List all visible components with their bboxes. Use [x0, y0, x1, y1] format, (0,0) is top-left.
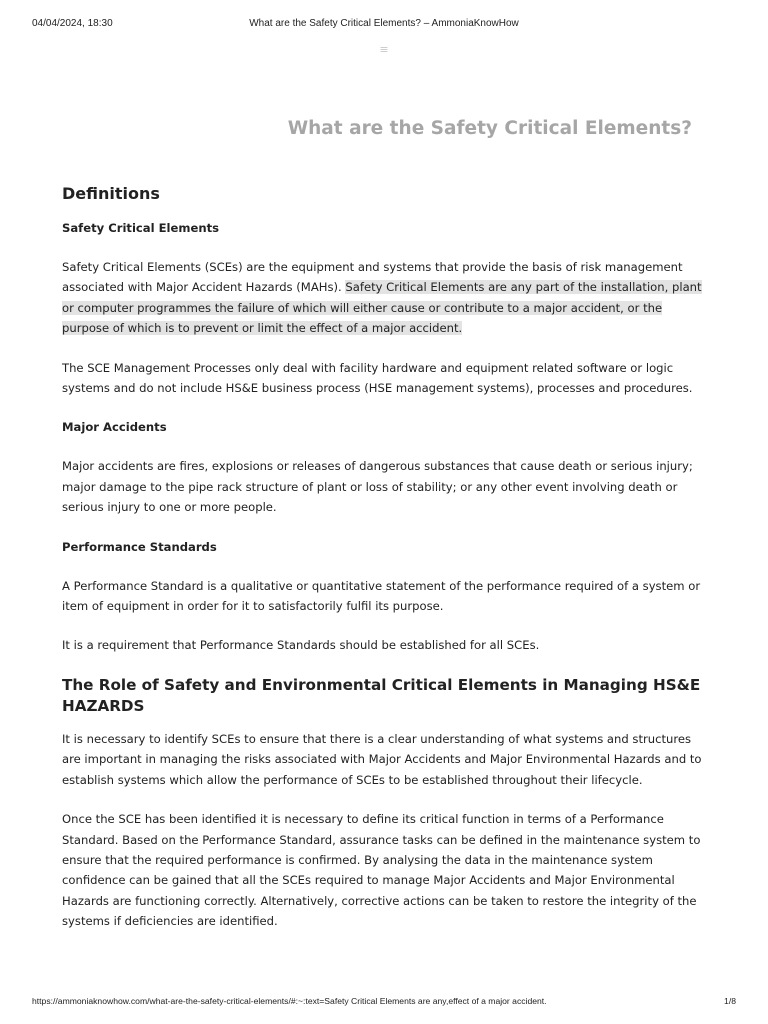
article-title: What are the Safety Critical Elements?	[287, 118, 692, 139]
print-page-title: What are the Safety Critical Elements? – AmmoniaKnowHow	[249, 18, 519, 29]
major-accidents-paragraph: Major accidents are fires, explosions or releases of dangerous substances that cause death or serious injury; major damage to the pipe rack structure of plant or loss of stability; or any other event involving death or serious injury to one or more people.	[62, 459, 693, 515]
sce-paragraph-2: The SCE Management Processes only deal with facility hardware and equipment related software or logic systems and do not include HS&E business process (HSE management systems), processes and procedures.	[62, 360, 693, 396]
sce-paragraph-1	[62, 257, 710, 339]
hamburger-menu-icon[interactable]: ≡	[379, 43, 389, 56]
print-timestamp: 04/04/2024, 18:30	[32, 18, 113, 29]
print-page-number: 1/8	[724, 996, 736, 1006]
role-paragraph-2: Once the SCE has been identified it is necessary to define its critical function in terms of a Performance Standard. Based on the Performance Standard, assurance tasks can be defined in the maintenance system to ensure that the required performance is confirmed. By analysing the data in the maintenance system confidence can be gained that all the SCEs required to manage Major Accidents and Major Environmental Hazards are functioning correctly. Alternatively, corrective actions can be taken to restore the integrity of the systems if deficiencies are identified.	[62, 812, 701, 929]
performance-standards-paragraph-1: A Performance Standard is a qualitative or quantitative statement of the performance required of a system or item of equipment in order for it to satisfactorily fulfil its purpose.	[62, 578, 701, 614]
print-header	[32, 18, 736, 32]
print-url: https://ammoniaknowhow.com/what-are-the-safety-critical-elements/#:~:text=Safety Critical Elements are any,effect of a major accident.	[32, 996, 547, 1006]
print-footer	[32, 996, 736, 1010]
major-accidents-heading: Major Accidents	[62, 420, 167, 435]
definitions-heading: Definitions	[62, 184, 160, 203]
article-content	[62, 182, 710, 951]
sce-heading: Safety Critical Elements	[62, 221, 220, 235]
performance-standards-heading: Performance Standards	[62, 539, 217, 554]
sce-paragraph-1-text: Safety Critical Elements (SCEs) are the equipment and systems that provide the basis of risk management associated with Major Accident Hazards (MAHs).	[62, 260, 683, 295]
highlighted-text: Safety Critical Elements are any part of the installation, plant or computer programmes the failure of which will either cause or contribute to a major accident, or the purpose of which is to prevent or limit the effect of a major accident.	[62, 280, 702, 336]
role-paragraph-1: It is necessary to identify SCEs to ensure that there is a clear understanding of what systems and structures are important in managing the risks associated with Major Accidents and Major Environmental Hazards and to establish systems which allow the performance of SCEs to be established throughout their lifecycle.	[62, 731, 702, 787]
performance-standards-paragraph-2: It is a requirement that Performance Standards should be established for all SCEs.	[62, 638, 540, 653]
role-heading: The Role of Safety and Environmental Critical Elements in Managing HS&E HAZARDS	[62, 675, 701, 715]
